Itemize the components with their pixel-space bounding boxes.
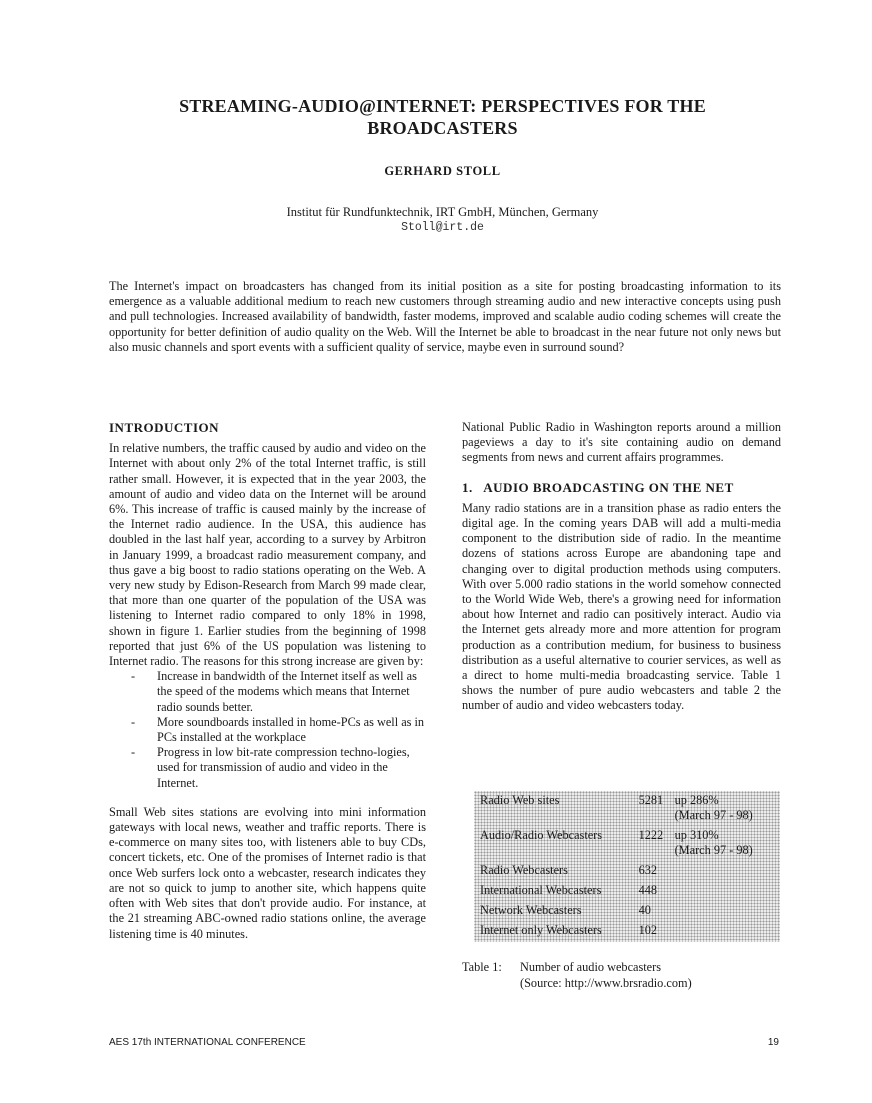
table-cell-note bbox=[673, 878, 776, 898]
table-cell-label: Network Webcasters bbox=[480, 903, 582, 917]
table-cell-count: 632 bbox=[638, 863, 658, 877]
table-row bbox=[478, 878, 776, 898]
table-cell-note bbox=[673, 898, 776, 918]
table-cell-label: Radio Web sites bbox=[480, 793, 560, 807]
table-row bbox=[478, 793, 776, 823]
abstract: The Internet's impact on broadcasters has changed from its initial position as a site for posting broadcasting information to its emergence as a valuable additional medium to reach new customers through streaming audio and new interactive concepts using push and pull technologies. Increased availability of bandwidth, faster modems, improved and scalable audio coding schemes will create the opportunity for better definition of audio quality on the Web. Will the Internet be able to broadcast in the near future not only news but also music channels and sport events with a sufficient quality of service, maybe even in surround sound? bbox=[109, 279, 781, 354]
table-cell-count: 1222 bbox=[638, 828, 664, 842]
title-line-2: BROADCASTERS bbox=[367, 118, 518, 138]
author-email[interactable]: Stoll@irt.de bbox=[401, 221, 484, 234]
table-cell-label: Audio/Radio Webcasters bbox=[480, 828, 603, 842]
table-cell-note: up 310% (March 97 - 98) bbox=[674, 828, 753, 857]
table-cell-label: International Webcasters bbox=[480, 883, 602, 897]
table-cell-count: 40 bbox=[638, 903, 651, 917]
npr-paragraph: National Public Radio in Washington reports around a million pageviews a day to it's site containing audio on demand segments from news and current affairs programmes. bbox=[462, 420, 781, 465]
table-row bbox=[478, 918, 776, 938]
table-cell-count: 102 bbox=[638, 923, 658, 937]
right-column bbox=[462, 420, 781, 714]
page-number: 19 bbox=[767, 1037, 779, 1048]
intro-heading: INTRODUCTION bbox=[109, 420, 220, 435]
list-item: - Increase in bandwidth of the Internet itself as well as the speed of the modems which means that Internet radio sounds better. bbox=[157, 669, 426, 715]
list-item: - More soundboards installed in home-PCs as well as in PCs installed at the workplace bbox=[157, 715, 426, 745]
table-cell-note bbox=[673, 858, 776, 878]
left-column bbox=[109, 420, 426, 942]
section-1-paragraph: Many radio stations are in a transition phase as radio enters the digital age. In the coming years DAB will add a multi-media component to the distribution side of radio. In the meantime dozens of stations across Europe are abandoning tape and changing over to digital production methods using computers. With over 5.000 radio stations in the world somehow connected to the World Wide Web, there's a growing need for information about how Internet and radio can positively interact. Audio via the Internet gets already more and more attention for program production as a contribution medium, for business to business distribution as a useful alternative to courier services, as well as a direct to home multi-media broadcasting service. Table 1 shows the number of pure audio webcasters and table 2 the number of audio and video webcasters today. bbox=[462, 500, 781, 713]
section-1-heading: 1. AUDIO BROADCASTING ON THE NET bbox=[462, 479, 734, 495]
table-cell-note: up 286% (March 97 - 98) bbox=[674, 793, 753, 822]
title-line-1: STREAMING-AUDIO@INTERNET: PERSPECTIVES FOR THE bbox=[179, 96, 706, 116]
page-footer bbox=[109, 1037, 779, 1048]
table-cell-label: Internet only Webcasters bbox=[480, 923, 602, 937]
paper-title bbox=[110, 95, 775, 139]
author-name: GERHARD STOLL bbox=[384, 164, 501, 178]
caption-label: Table 1: bbox=[462, 960, 502, 974]
table-cell-count: 448 bbox=[638, 883, 658, 897]
table-row bbox=[478, 858, 776, 878]
table-row bbox=[478, 823, 776, 858]
conference-name: AES 17th INTERNATIONAL CONFERENCE bbox=[109, 1037, 306, 1048]
table-cell-count: 5281 bbox=[638, 793, 664, 807]
reasons-list bbox=[109, 669, 426, 791]
list-item: - Progress in low bit-rate compression techno-logies, used for transmission of audio and video in the Internet. bbox=[157, 745, 426, 791]
table-cell-note bbox=[673, 918, 776, 938]
intro-paragraph-1: In relative numbers, the traffic caused by audio and video on the Internet with about only 2% of the total Internet traffic, is still rather small. However, it is expected that in the year 2003, the amount of audio and video data on the Internet will be around 6%. This increase of traffic is caused mainly by the increase of the Internet radio audience. In the USA, this audience has doubled in the last half year, according to a survey by Arbitron in January 1999, a broadcast radio measurement company, and thus gave a big boost to radio stations operating on the Web. A very new study by Edison-Research from March 99 made clear, that more than one quarter of the population of the USA was listening to Internet radio compared to only 18% in 1998, shown in figure 1. Earlier studies from the beginning of 1998 reported that just 6% of the US population was listening to Internet radio. The reasons for this strong increase are given by: bbox=[109, 441, 426, 669]
affiliation: Institut für Rundfunktechnik, IRT GmbH, München, Germany bbox=[286, 205, 599, 219]
caption-source: (Source: http://www.brsradio.com) bbox=[520, 975, 692, 990]
intro-paragraph-2: Small Web sites stations are evolving into mini information gateways with local news, weather and traffic reports. There is e-commerce on many sites too, with listeners able to buy CDs, concert tickets, etc. One of the promises of Internet radio is that once Web surfers lock onto a webcaster, research indicates they are not so quick to jump to another site, which happens quite often with Web sites that don't provide audio. For instance, at the 21 streaming ABC-owned radio stations online, the average listening time is 40 minutes. bbox=[109, 804, 426, 941]
table-caption bbox=[462, 960, 782, 991]
caption-text: Number of audio webcasters bbox=[520, 960, 662, 974]
table-row bbox=[478, 898, 776, 918]
webcasters-table bbox=[474, 791, 780, 942]
table-cell-label: Radio Webcasters bbox=[480, 863, 568, 877]
